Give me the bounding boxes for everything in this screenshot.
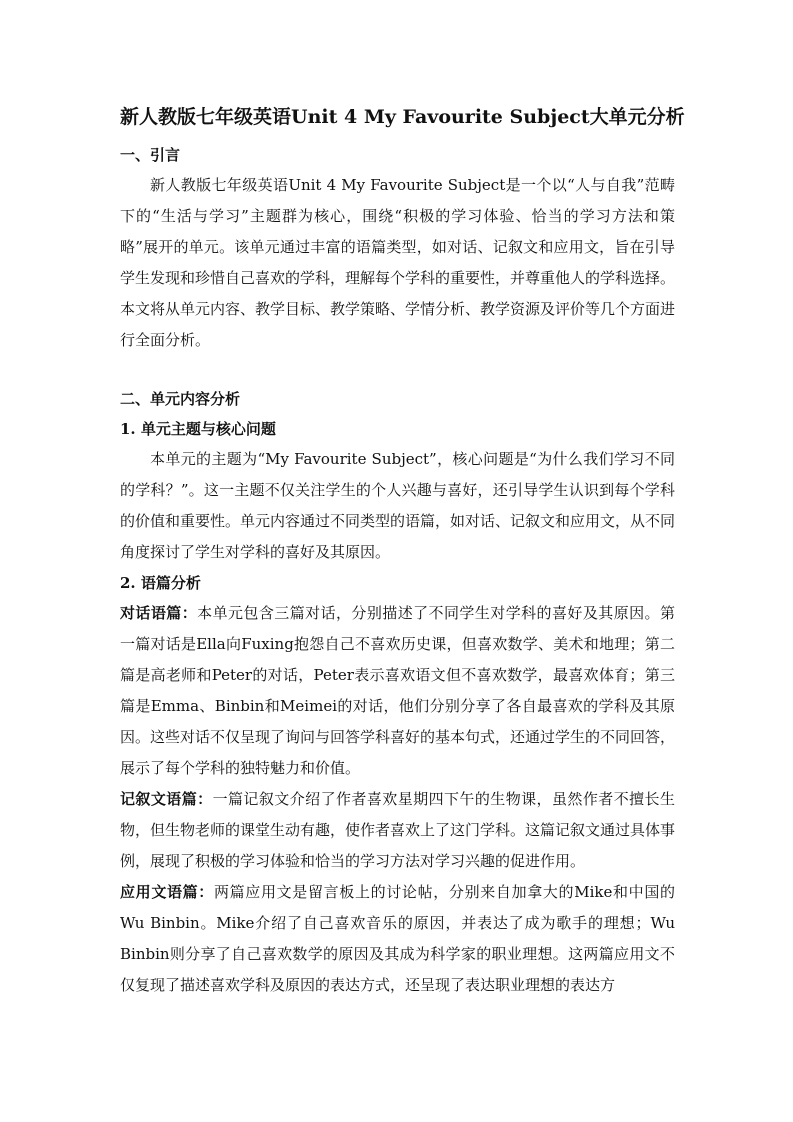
- dialogue-text: 本单元包含三篇对话，分别描述了不同学生对学科的喜好及其原因。第一篇对话是Ella向Fuxing抱怨自己不喜欢历史课，但喜欢数学、美术和地理；第二篇是高老师和Peter的对话，Peter表示喜欢语文但不喜欢数学，最喜欢体育；第三篇是Emma、Binbin和Meimei的对话，他们分别分享了各自最喜欢的学科及其原因。这些对话不仅呈现了询问与回答学科喜好的基本句式，还通过学生的不同回答，展示了每个学科的独特魅力和价值。: [120, 604, 676, 777]
- practical-label: 应用文语篇：: [120, 883, 214, 901]
- narrative-label: 记叙文语篇：: [120, 790, 213, 808]
- intro-paragraph: 新人教版七年级英语Unit 4 My Favourite Subject是一个以“人与自我”范畴下的“生活与学习”主题群为核心，围绕“积极的学习体验、恰当的学习方法和策略”展开的单元。该单元通过丰富的语篇类型，如对话、记叙文和应用文，旨在引导学生发现和珍惜自己喜欢的学科，理解每个学科的重要性，并尊重他人的学科选择。本文将从单元内容、教学目标、教学策略、学情分析、教学资源及评价等几个方面进行全面分析。: [120, 176, 676, 349]
- dialogue-label: 对话语篇：: [120, 604, 198, 622]
- section-spacer: [120, 356, 675, 384]
- section-heading-intro: 一、引言: [120, 146, 181, 164]
- theme-paragraph: 本单元的主题为“My Favourite Subject”，核心问题是“为什么我们学习不同的学科？”。这一主题不仅关注学生的个人兴趣与喜好，还引导学生认识到每个学科的价值和重要性。单元内容通过不同类型的语篇，如对话、记叙文和应用文，从不同角度探讨了学生对学科的喜好及其原因。: [120, 450, 676, 561]
- practical-text: 两篇应用文是留言板上的讨论帖，分别来自加拿大的Mike和中国的Wu Binbin。Mike介绍了自己喜欢音乐的原因，并表达了成为歌手的理想；Wu Binbin则分享了自己喜欢数学的原因及其成为科学家的职业理想。这两篇应用文不仅复现了描述喜欢学科及原因的表达方式，还呈现了表达职业理想的表达方: [120, 883, 675, 994]
- practical-paragraph: [120, 877, 675, 1001]
- narrative-text: 一篇记叙文介绍了作者喜欢星期四下午的生物课，虽然作者不擅长生物，但生物老师的课堂生动有趣，使作者喜欢上了这门学科。这篇记叙文通过具体事例，展现了积极的学习体验和恰当的学习方法对学习兴趣的促进作用。: [120, 790, 676, 870]
- subheading-text-analysis: 2. 语篇分析: [120, 574, 201, 592]
- subheading-theme: 1. 单元主题与核心问题: [120, 420, 276, 438]
- document-title: 新人教版七年级英语Unit 4 My Favourite Subject大单元分析: [120, 106, 685, 128]
- narrative-paragraph: [120, 784, 675, 877]
- section-heading-analysis: 二、单元内容分析: [120, 390, 241, 408]
- dialogue-paragraph: [120, 598, 675, 784]
